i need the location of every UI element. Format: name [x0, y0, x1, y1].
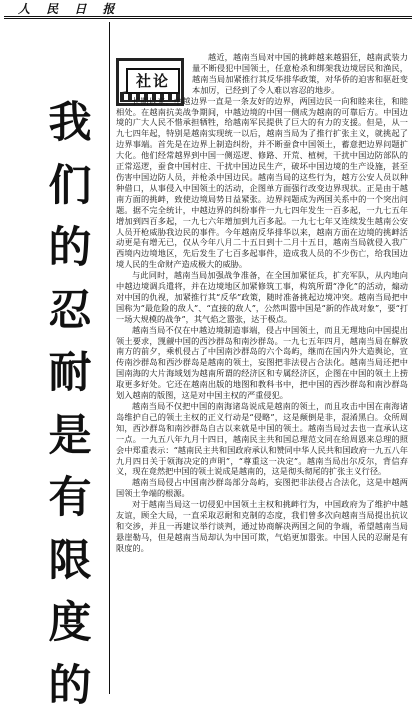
headline-char: 们: [40, 155, 100, 218]
masthead-rule: [4, 16, 412, 17]
editorial-label: 社论: [126, 68, 180, 94]
vertical-headline: [40, 92, 100, 717]
body-paragraph: 与此同时，越南当局加强战争准备，在全国加紧征兵，扩充军队，从内地向中越边境调兵遣将，并在边境地区加紧修筑工事，构筑所谓“净化”的活动，煽动对中国的仇视，加紧推行其“反华”政策，随时准备挑起边境冲突。越南当局把中国称为“最危险的敌人”、“直接的敌人”，公然叫嚣中国是“新的作战对象”，要“打一场大规模的战争”，其气焰之嚣张，达于极点。: [116, 270, 408, 325]
editorial-body: [116, 52, 408, 692]
body-paragraph: 越南当局不仅在中越边境制造事端，侵占中国领土，而且无理地向中国提出领土要求，觊觎中国的西沙群岛和南沙群岛。一九七五年四月，越南当局在解放南方的前夕，乘机侵占了中国南沙群岛的六个岛屿，继而在国内外大造舆论，宣传南沙群岛和西沙群岛是越南的领土，妄图把非法侵占合法化。越南当局还把中国南海的大片海域划为越南所谓的经济区和专属经济区，企图在中国的领土上捞取更多好处。它还在越南出版的地图和教科书中，把中国的西沙群岛和南沙群岛划入越南的版图，这是对中国主权的严重侵犯。: [116, 325, 408, 401]
masthead-rule-thin: [4, 18, 412, 19]
headline-char: 耐: [40, 342, 100, 405]
headline-char: 度: [40, 592, 100, 655]
headline-char: 忍: [40, 280, 100, 343]
body-paragraph: 越南当局侵占中国南沙群岛部分岛屿，妄图把非法侵占合法化，这是中越两国领土争端的根源。: [116, 477, 408, 499]
headline-char: 我: [40, 92, 100, 155]
masthead-title: 人 民 日 报: [18, 2, 121, 16]
headline-char: 限: [40, 530, 100, 593]
newspaper-masthead: [4, 2, 412, 16]
body-paragraph: 对于越南当局这一切侵犯中国领土主权和挑衅行为，中国政府为了维护中越友谊，顾全大局，一直采取忍耐和克制的态度，我们曾多次向越南当局提出抗议和交涉，并且一再建议举行谈判，通过协商解决两国之间的争端，希望越南当局悬崖勒马，但是越南当局却认为中国可欺，气焰更加嚣张。中国人民的忍耐是有限度的。: [116, 499, 408, 554]
lead-paragraph: 越近，越南当局对中国的挑衅越来越猖狂，越南武装力量不断侵犯中国领土，任意枪杀和绑架我边境居民和渔民，越南当局加紧推行其反华排华政策，对华侨的迫害和驱赶变本加厉，已经到了令人难以容忍的地步。: [192, 52, 408, 96]
headline-char: 有: [40, 467, 100, 530]
body-paragraph: 长期以来，中越边界一直是一条友好的边界，两国边民一向和睦来往，和睦相处。在越南抗美战争期间，中越边境的中国一侧成为越南的可靠后方。中国边境的广大人民不惜承担牺牲，给越南军民提供了巨大的有力的支援。但是，从一九七四年起，特别是越南实现统一以后，越南当局为了推行扩张主义，就挑起了边界事端。首先是在边界上制造纠纷，并不断蚕食中国领土，蓄意把边界问题扩大化。他们经常越界到中国一侧巡逻、修路、开荒、植树，干扰中国边防部队的正常巡逻，蚕食中国村庄、干扰中国边民生产，破坏中国边境的生产设施，甚至伤害中国边防人员，并枪杀中国边民。越南当局的这些行为，越方公安人员以种种借口，从事侵入中国领土的活动，企图单方面强行改变边界现状。正是由于越南方面的挑衅，致使边境局势日益紧张。边界问题成为两国关系中的一个突出问题。据不完全统计，中越边界的纠纷事件一九七四年发生一百多起，一九七五年增加到四百多起，一九七六年增加到九百多起。一九七七年又连续发生越南公安人员开枪威胁我边民的事件。今年越南反华排华以来，越南方面在边境的挑衅活动更是有增无已，仅从今年八月二十五日到十二月十五日，越南当局就侵入我广西境内边境地区，先后发生了七百多起事件，造成我人员的不少伤亡，给我国边境人民的生命财产造成极大的威胁。: [116, 96, 408, 271]
headline-char: 的: [40, 217, 100, 280]
headline-char: 是: [40, 405, 100, 468]
body-paragraph: 越南当局不仅把中国的南海诸岛说成是越南的领土，而且攻击中国在南海诸岛维护自己的领土主权的正义行动是“侵略”，这是颠倒是非，混淆黑白。众所周知，西沙群岛和南沙群岛自古以来就是中国的领土。越南当局过去也一直承认这一点。一九五八年九月十四日，越南民主共和国总理范文同在给周恩来总理的照会中郑重表示：“越南民主共和国政府承认和赞同中华人民共和国政府一九五八年九月四日关于领海决定的声明”，“尊重这一决定”。越南当局出尔反尔，背信弃义，现在竟然把中国的领土说成是越南的，这是彻头彻尾的扩张主义行径。: [116, 401, 408, 477]
column-divider: [109, 22, 110, 694]
headline-char: 的: [40, 655, 100, 717]
